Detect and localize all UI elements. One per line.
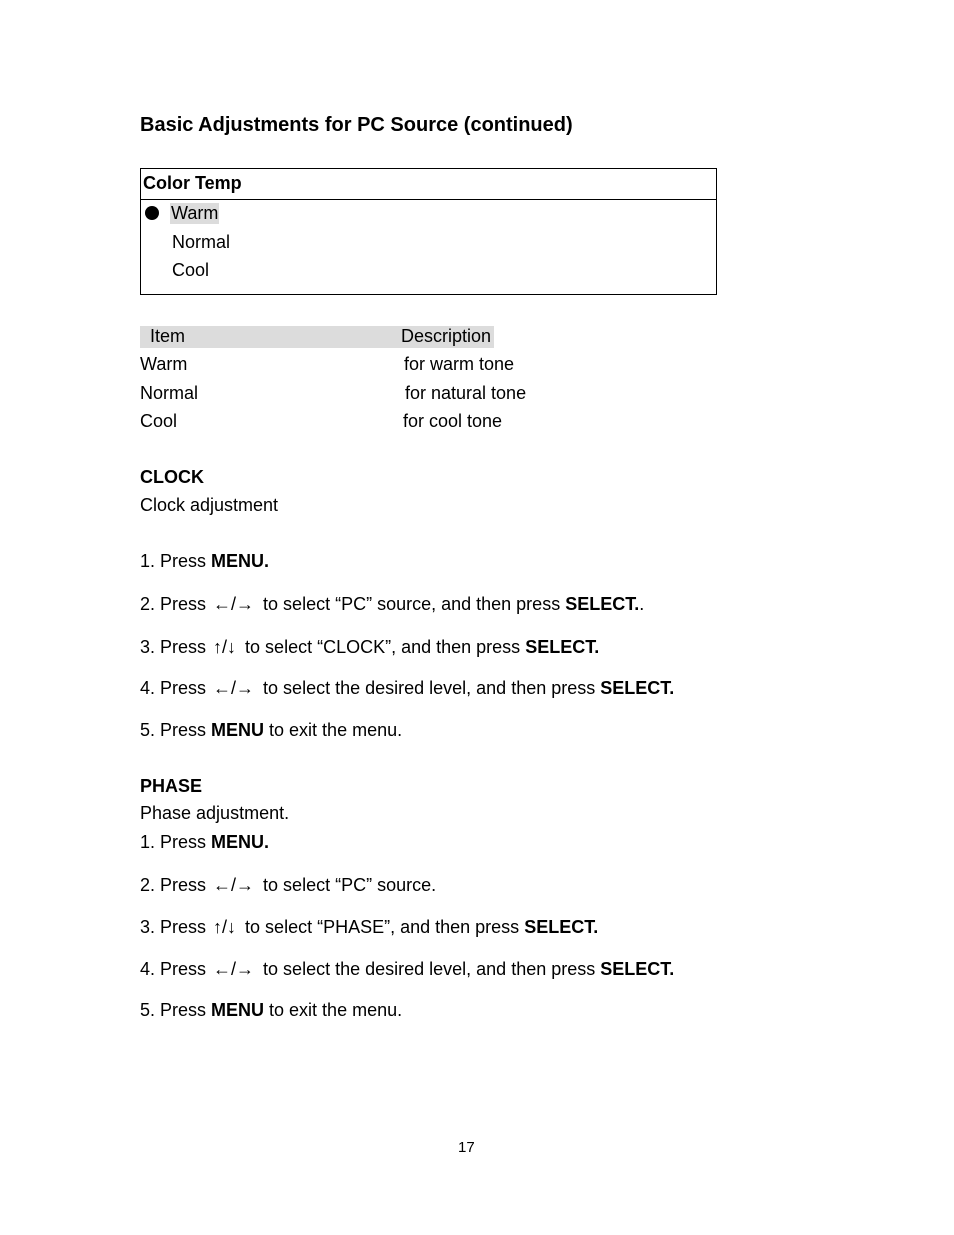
step-text: to exit the menu. bbox=[264, 720, 403, 740]
phase-step-4 bbox=[140, 959, 674, 980]
clock-heading: CLOCK bbox=[140, 467, 204, 487]
step-text: to select the desired level, and then press bbox=[258, 959, 601, 979]
step-text: 3. Press bbox=[140, 637, 212, 657]
step-arrows: ↑/↓ bbox=[213, 637, 237, 657]
step-text: 3. Press bbox=[140, 917, 212, 937]
step-text: to select “PC” source, and then press bbox=[258, 594, 566, 614]
color-temp-header-label: Color Temp bbox=[143, 173, 242, 193]
phase-step-5 bbox=[140, 1000, 402, 1021]
color-temp-option-cool: Cool bbox=[172, 260, 210, 280]
table-row-description: for cool tone bbox=[403, 411, 503, 431]
step-text: 2. Press bbox=[140, 875, 212, 895]
clock-step-2 bbox=[140, 594, 644, 615]
step-text: 5. Press bbox=[140, 720, 212, 740]
table-header-item: Item bbox=[150, 326, 186, 346]
color-temp-option-warm: Warm bbox=[171, 203, 219, 223]
step-arrows: ↑/↓ bbox=[213, 917, 237, 937]
clock-step-4 bbox=[140, 678, 674, 699]
selected-bullet-icon bbox=[145, 206, 159, 220]
table-row-description: for warm tone bbox=[404, 354, 515, 374]
step-bold-keyword: MENU. bbox=[211, 551, 270, 571]
step-text: to select the desired level, and then press bbox=[258, 678, 601, 698]
clock-step-1 bbox=[140, 551, 269, 572]
step-arrows: ←/→ bbox=[213, 875, 255, 895]
step-text: to exit the menu. bbox=[264, 1000, 403, 1020]
clock-step-5 bbox=[140, 720, 402, 741]
phase-subtitle: Phase adjustment. bbox=[140, 803, 290, 823]
color-temp-header bbox=[141, 169, 716, 200]
step-arrows: ←/→ bbox=[213, 594, 255, 614]
step-text: . bbox=[639, 594, 645, 614]
step-bold-keyword: MENU bbox=[211, 1000, 265, 1020]
step-bold-keyword: SELECT. bbox=[524, 917, 599, 937]
step-text: to select “PHASE”, and then press bbox=[240, 917, 525, 937]
phase-step-1 bbox=[140, 832, 269, 853]
table-row-item: Cool bbox=[140, 411, 178, 431]
step-text: 1. Press bbox=[140, 551, 212, 571]
step-text: to select “PC” source. bbox=[258, 875, 437, 895]
step-arrows: ←/→ bbox=[213, 959, 255, 979]
page-number: 17 bbox=[458, 1139, 475, 1156]
step-bold-keyword: SELECT. bbox=[600, 678, 675, 698]
step-text: 1. Press bbox=[140, 832, 212, 852]
step-bold-keyword: SELECT. bbox=[565, 594, 640, 614]
step-bold-keyword: SELECT. bbox=[600, 959, 675, 979]
step-text: 2. Press bbox=[140, 594, 212, 614]
clock-step-3 bbox=[140, 637, 599, 658]
color-temp-menu-box bbox=[140, 168, 717, 295]
step-bold-keyword: MENU bbox=[211, 720, 265, 740]
table-row-description: for natural tone bbox=[405, 383, 527, 403]
step-bold-keyword: MENU. bbox=[211, 832, 270, 852]
color-temp-option-normal: Normal bbox=[172, 232, 231, 252]
step-text: 5. Press bbox=[140, 1000, 212, 1020]
phase-heading: PHASE bbox=[140, 776, 203, 796]
step-bold-keyword: SELECT. bbox=[525, 637, 600, 657]
table-row-item: Warm bbox=[140, 354, 188, 374]
table-row-item: Normal bbox=[140, 383, 199, 403]
step-text: to select “CLOCK”, and then press bbox=[240, 637, 526, 657]
step-text: 4. Press bbox=[140, 959, 212, 979]
table-header-description: Description bbox=[401, 326, 492, 346]
clock-subtitle: Clock adjustment bbox=[140, 495, 279, 515]
phase-step-2 bbox=[140, 875, 436, 896]
step-text: 4. Press bbox=[140, 678, 212, 698]
phase-step-3 bbox=[140, 917, 598, 938]
step-arrows: ←/→ bbox=[213, 678, 255, 698]
page-title: Basic Adjustments for PC Source (continued) bbox=[140, 114, 573, 136]
